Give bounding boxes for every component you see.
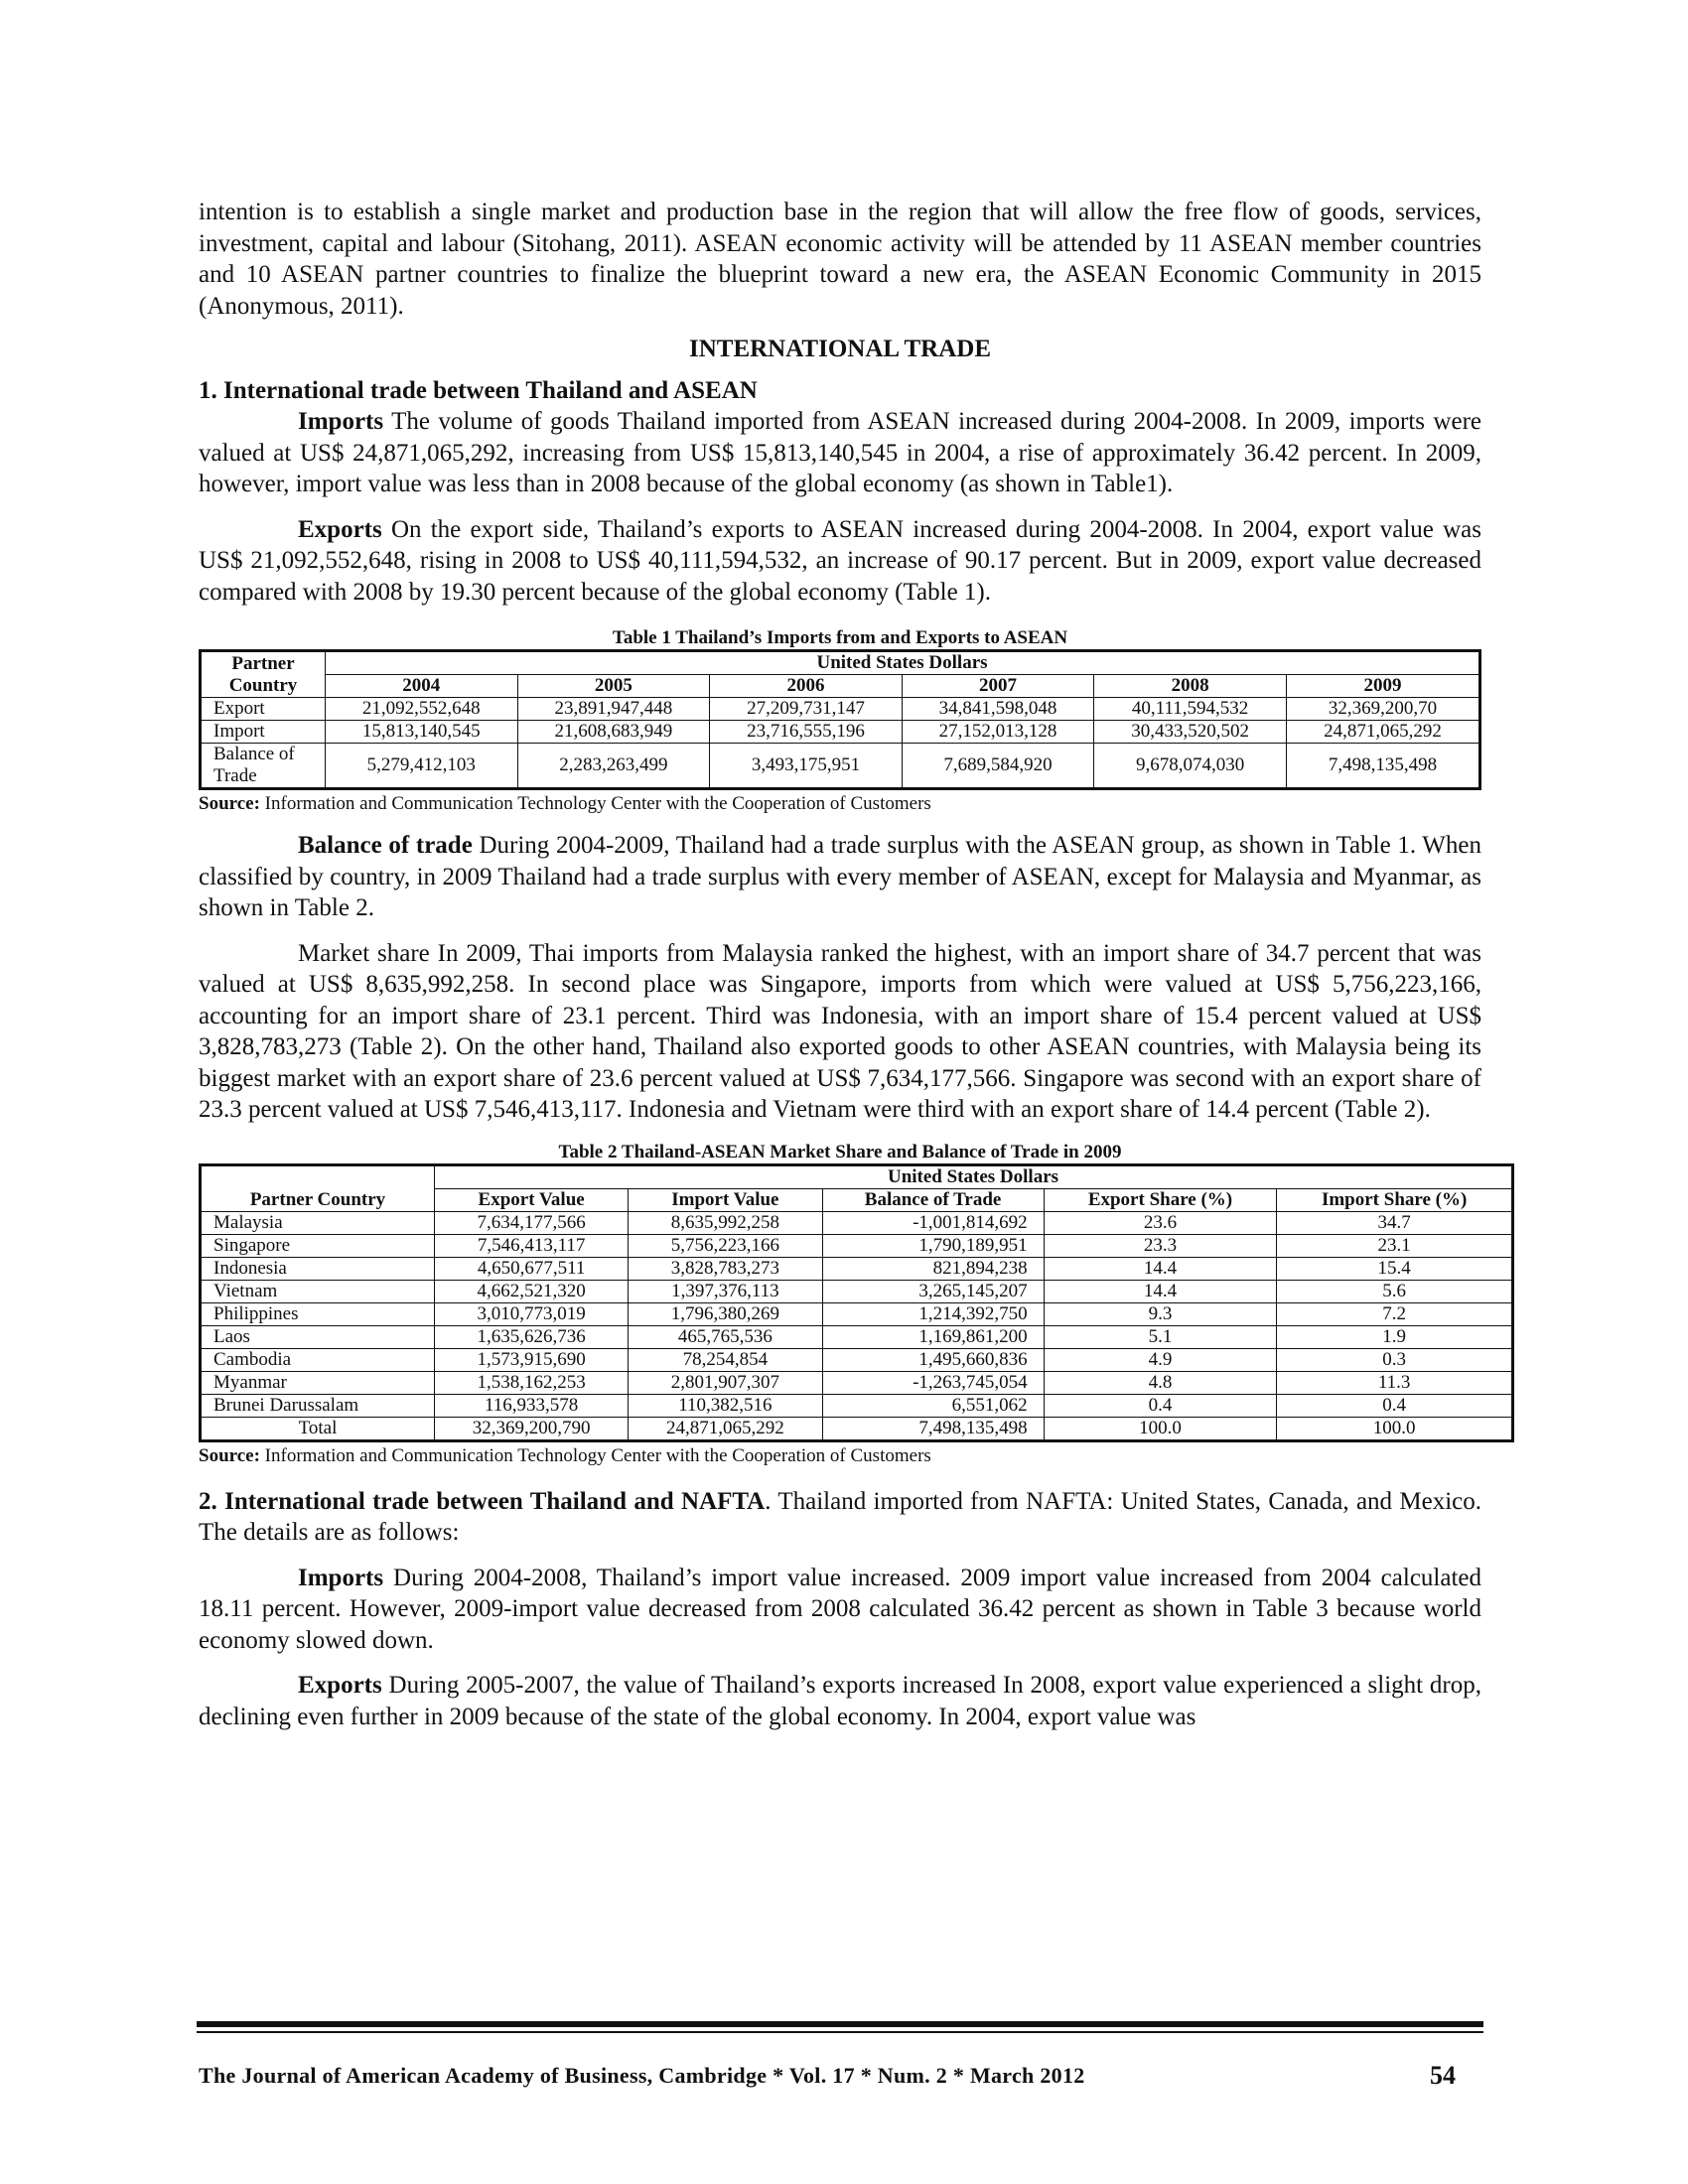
exports-label: Exports <box>298 515 382 543</box>
table-row: Cambodia 1,573,915,690 78,254,854 1,495,660,836 4.9 0.3 <box>201 1348 1513 1371</box>
table2-source: Source: Information and Communication Technology Center with the Cooperation of Customers <box>199 1444 931 1466</box>
balance-text: During 2004-2009, Thailand had a trade surplus with the ASEAN group, as shown in Table 1. When classified by country, in 2009 Thailand had a trade surplus with every member of ASEAN, except for Malaysia and Myanmar, as shown in Table 2. <box>199 832 1482 921</box>
table1-units-header: United States Dollars <box>326 651 1480 675</box>
intro-paragraph: intention is to establish a single market and production base in the region that will allow the free flow of goods, services, investment, capital and labour (Sitohang, 2011). ASEAN economic activity will be attended by 11 ASEAN member countries and 10 ASEAN partner countries to finalize the blueprint toward a new era, the ASEAN Economic Community in 2015 (Anonymous, 2011). <box>199 199 1481 320</box>
table2-column-header: Export Share (%) <box>1044 1188 1277 1211</box>
table1-source: Source: Information and Communication Technology Center with the Cooperation of Customers <box>199 793 931 814</box>
table-row: Indonesia 4,650,677,511 3,828,783,273 821,894,238 14.4 15.4 <box>201 1257 1513 1280</box>
exports-paragraph <box>199 514 1481 609</box>
table-row: Philippines 3,010,773,019 1,796,380,269 1,214,392,750 9.3 7.2 <box>201 1302 1513 1325</box>
table1-year-header: 2005 <box>517 675 710 698</box>
table1 <box>199 649 1481 790</box>
imports-text: The volume of goods Thailand imported from ASEAN increased during 2004-2008. In 2009, imports were valued at US$ 24,871,065,292, increasing from US$ 15,813,140,545 in 2004, a rise of approximately 36.42 percent. In 2009, however, import value was less than in 2008 because of the global economy (as shown in Table1). <box>199 408 1481 497</box>
page-number: 54 <box>1430 2061 1456 2090</box>
subsection-2-heading: 2. International trade between Thailand and NAFTA <box>199 1487 766 1515</box>
section-title: INTERNATIONAL TRADE <box>688 336 991 362</box>
table1-year-header: 2004 <box>326 675 518 698</box>
table-row: Import 15,813,140,545 21,608,683,949 23,716,555,196 27,152,013,128 30,433,520,502 24,871,065,292 <box>201 721 1480 744</box>
subsection-2-paragraph <box>199 1486 1481 1549</box>
table-row: Myanmar 1,538,162,253 2,801,907,307 -1,263,745,054 4.8 11.3 <box>201 1371 1513 1394</box>
table2-column-header: Import Value <box>629 1188 822 1211</box>
table1-caption: Table 1 Thailand’s Imports from and Exports to ASEAN <box>612 627 1068 648</box>
exports-text: On the export side, Thailand’s exports to ASEAN increased during 2004-2008. In 2004, export value was US$ 21,092,552,648, rising in 2008 to US$ 40,111,594,532, an increase of 90.17 percent. But in 2009, export value decreased compared with 2008 by 19.30 percent because of the global economy (Table 1). <box>199 515 1481 606</box>
imports-paragraph <box>199 406 1481 500</box>
table1-partner-header: Partner Country <box>201 651 326 698</box>
table2-units-header: United States Dollars <box>435 1164 1513 1188</box>
exports2-label: Exports <box>298 1672 382 1699</box>
subsection-2-text: . Thailand imported from NAFTA: United States, Canada, and Mexico. The details are as follows: <box>199 1487 1481 1546</box>
table-row: Balance of Trade 5,279,412,103 2,283,263,499 3,493,175,951 7,689,584,920 9,678,074,030 7,498,135,498 <box>201 744 1480 789</box>
table2-partner-header: Partner Country <box>201 1164 435 1211</box>
table2-column-header: Export Value <box>435 1188 629 1211</box>
imports2-text: During 2004-2008, Thailand’s import value increased. 2009 import value increased from 2004 calculated 18.11 percent. However, 2009-import value decreased from 2008 calculated 36.42 percent as shown in Table 3 because world economy slowed down. <box>199 1564 1481 1654</box>
imports2-paragraph <box>199 1563 1481 1657</box>
market-share-paragraph: Market share In 2009, Thai imports from Malaysia ranked the highest, with an import share of 34.7 percent that was valued at US$ 8,635,992,258. In second place was Singapore, imports from which were valued at US$ 5,756,223,166, accounting for an import share of 23.1 percent. Third was Indonesia, with an import share of 15.4 percent valued at US$ 3,828,783,273 (Table 2). On the other hand, Thailand also exported goods to other ASEAN countries, with Malaysia being its biggest market with an export share of 23.6 percent valued at US$ 7,634,177,566. Singapore was second with an export share of 23.3 percent valued at US$ 7,546,413,117. Indonesia and Vietnam were third with an export share of 14.4 percent (Table 2). <box>199 939 1481 1123</box>
table-row: Export 21,092,552,648 23,891,947,448 27,209,731,147 34,841,598,048 40,111,594,532 32,369,200,70 <box>201 698 1480 721</box>
footer-rule <box>197 2031 1483 2033</box>
table-row: Laos 1,635,626,736 465,765,536 1,169,861,200 5.1 1.9 <box>201 1325 1513 1348</box>
table1-year-header: 2007 <box>902 675 1094 698</box>
exports2-text: During 2005-2007, the value of Thailand’s exports increased In 2008, export value experienced a slight drop, declining even further in 2009 because of the state of the global economy. In 2004, export value was <box>199 1672 1481 1730</box>
table-row: Brunei Darussalam 116,933,578 110,382,516 6,551,062 0.4 0.4 <box>201 1394 1513 1417</box>
table1-year-header: 2009 <box>1286 675 1479 698</box>
footer-rule <box>197 2021 1483 2027</box>
imports2-label: Imports <box>298 1564 384 1591</box>
table2-column-header: Import Share (%) <box>1277 1188 1513 1211</box>
table-row: Singapore 7,546,413,117 5,756,223,166 1,790,189,951 23.3 23.1 <box>201 1234 1513 1257</box>
table2-column-header: Balance of Trade <box>822 1188 1044 1211</box>
table-row: Vietnam 4,662,521,320 1,397,376,113 3,265,145,207 14.4 5.6 <box>201 1280 1513 1302</box>
journal-footer: The Journal of American Academy of Business, Cambridge * Vol. 17 * Num. 2 * March 2012 <box>199 2063 1085 2088</box>
table2 <box>199 1163 1514 1442</box>
page-body <box>199 197 1481 1732</box>
balance-paragraph <box>199 830 1481 924</box>
table2-caption: Table 2 Thailand-ASEAN Market Share and Balance of Trade in 2009 <box>558 1141 1122 1162</box>
table1-year-header: 2008 <box>1094 675 1287 698</box>
subsection-1-heading: 1. International trade between Thailand and ASEAN <box>199 376 758 404</box>
table1-year-header: 2006 <box>710 675 903 698</box>
exports2-paragraph <box>199 1670 1481 1732</box>
table-total-row: Total 32,369,200,790 24,871,065,292 7,498,135,498 100.0 100.0 <box>201 1417 1513 1440</box>
table-row: Malaysia 7,634,177,566 8,635,992,258 -1,001,814,692 23.6 34.7 <box>201 1211 1513 1234</box>
imports-label: Imports <box>298 408 384 435</box>
balance-label: Balance of trade <box>298 832 473 859</box>
